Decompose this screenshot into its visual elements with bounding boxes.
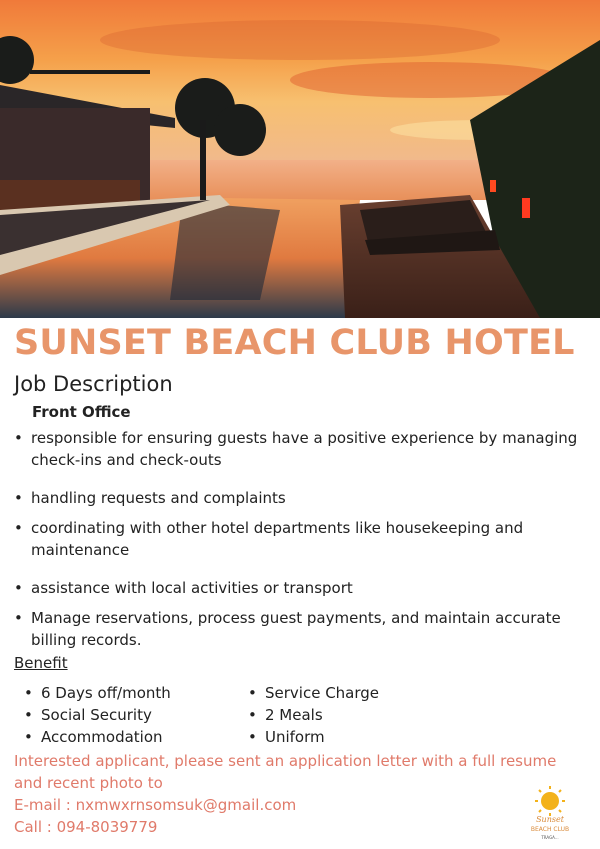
benefits-list-right bbox=[248, 682, 379, 748]
duty-item: • responsible for ensuring guests have a positive experience by managing check-ins and check-outs bbox=[14, 427, 584, 471]
svg-text:BEACH CLUB: BEACH CLUB bbox=[530, 826, 570, 833]
application-instructions: Interested applicant, please sent an application letter with a full resume bbox=[14, 752, 557, 770]
benefit-heading: Benefit bbox=[14, 654, 68, 672]
hero-photo bbox=[0, 0, 600, 318]
duty-item: • assistance with local activities or transport bbox=[14, 577, 584, 599]
duty-item: • coordinating with other hotel departments like housekeeping and maintenance bbox=[14, 517, 584, 561]
application-instructions-cont: and recent photo to bbox=[14, 774, 163, 792]
benefit-item: • Service Charge bbox=[248, 682, 379, 704]
benefit-item: • 6 Days off/month bbox=[24, 682, 171, 704]
department-label: Front Office bbox=[32, 403, 131, 421]
benefit-item: • Accommodation bbox=[24, 726, 171, 748]
benefits-list-left bbox=[24, 682, 171, 748]
benefit-item: • Uniform bbox=[248, 726, 379, 748]
duty-item: • Manage reservations, process guest payments, and maintain accurate billing records. bbox=[14, 607, 584, 651]
duty-item: • handling requests and complaints bbox=[14, 487, 584, 509]
contact-block bbox=[14, 750, 589, 838]
contact-email[interactable]: E-mail : nxmwxrnsomsuk@gmail.com bbox=[14, 796, 297, 814]
hotel-logo bbox=[518, 784, 582, 842]
job-description-heading: Job Description bbox=[14, 372, 173, 396]
sun-icon bbox=[535, 786, 565, 816]
benefit-item: • Social Security bbox=[24, 704, 171, 726]
svg-text:Sunset: Sunset bbox=[536, 815, 564, 824]
duties-list bbox=[14, 427, 584, 651]
contact-phone[interactable]: Call : 094-8039779 bbox=[14, 818, 158, 836]
hotel-title: SUNSET BEACH CLUB HOTEL bbox=[14, 323, 575, 363]
svg-text:TRAGA...: TRAGA... bbox=[541, 835, 559, 840]
benefit-item: • 2 Meals bbox=[248, 704, 379, 726]
